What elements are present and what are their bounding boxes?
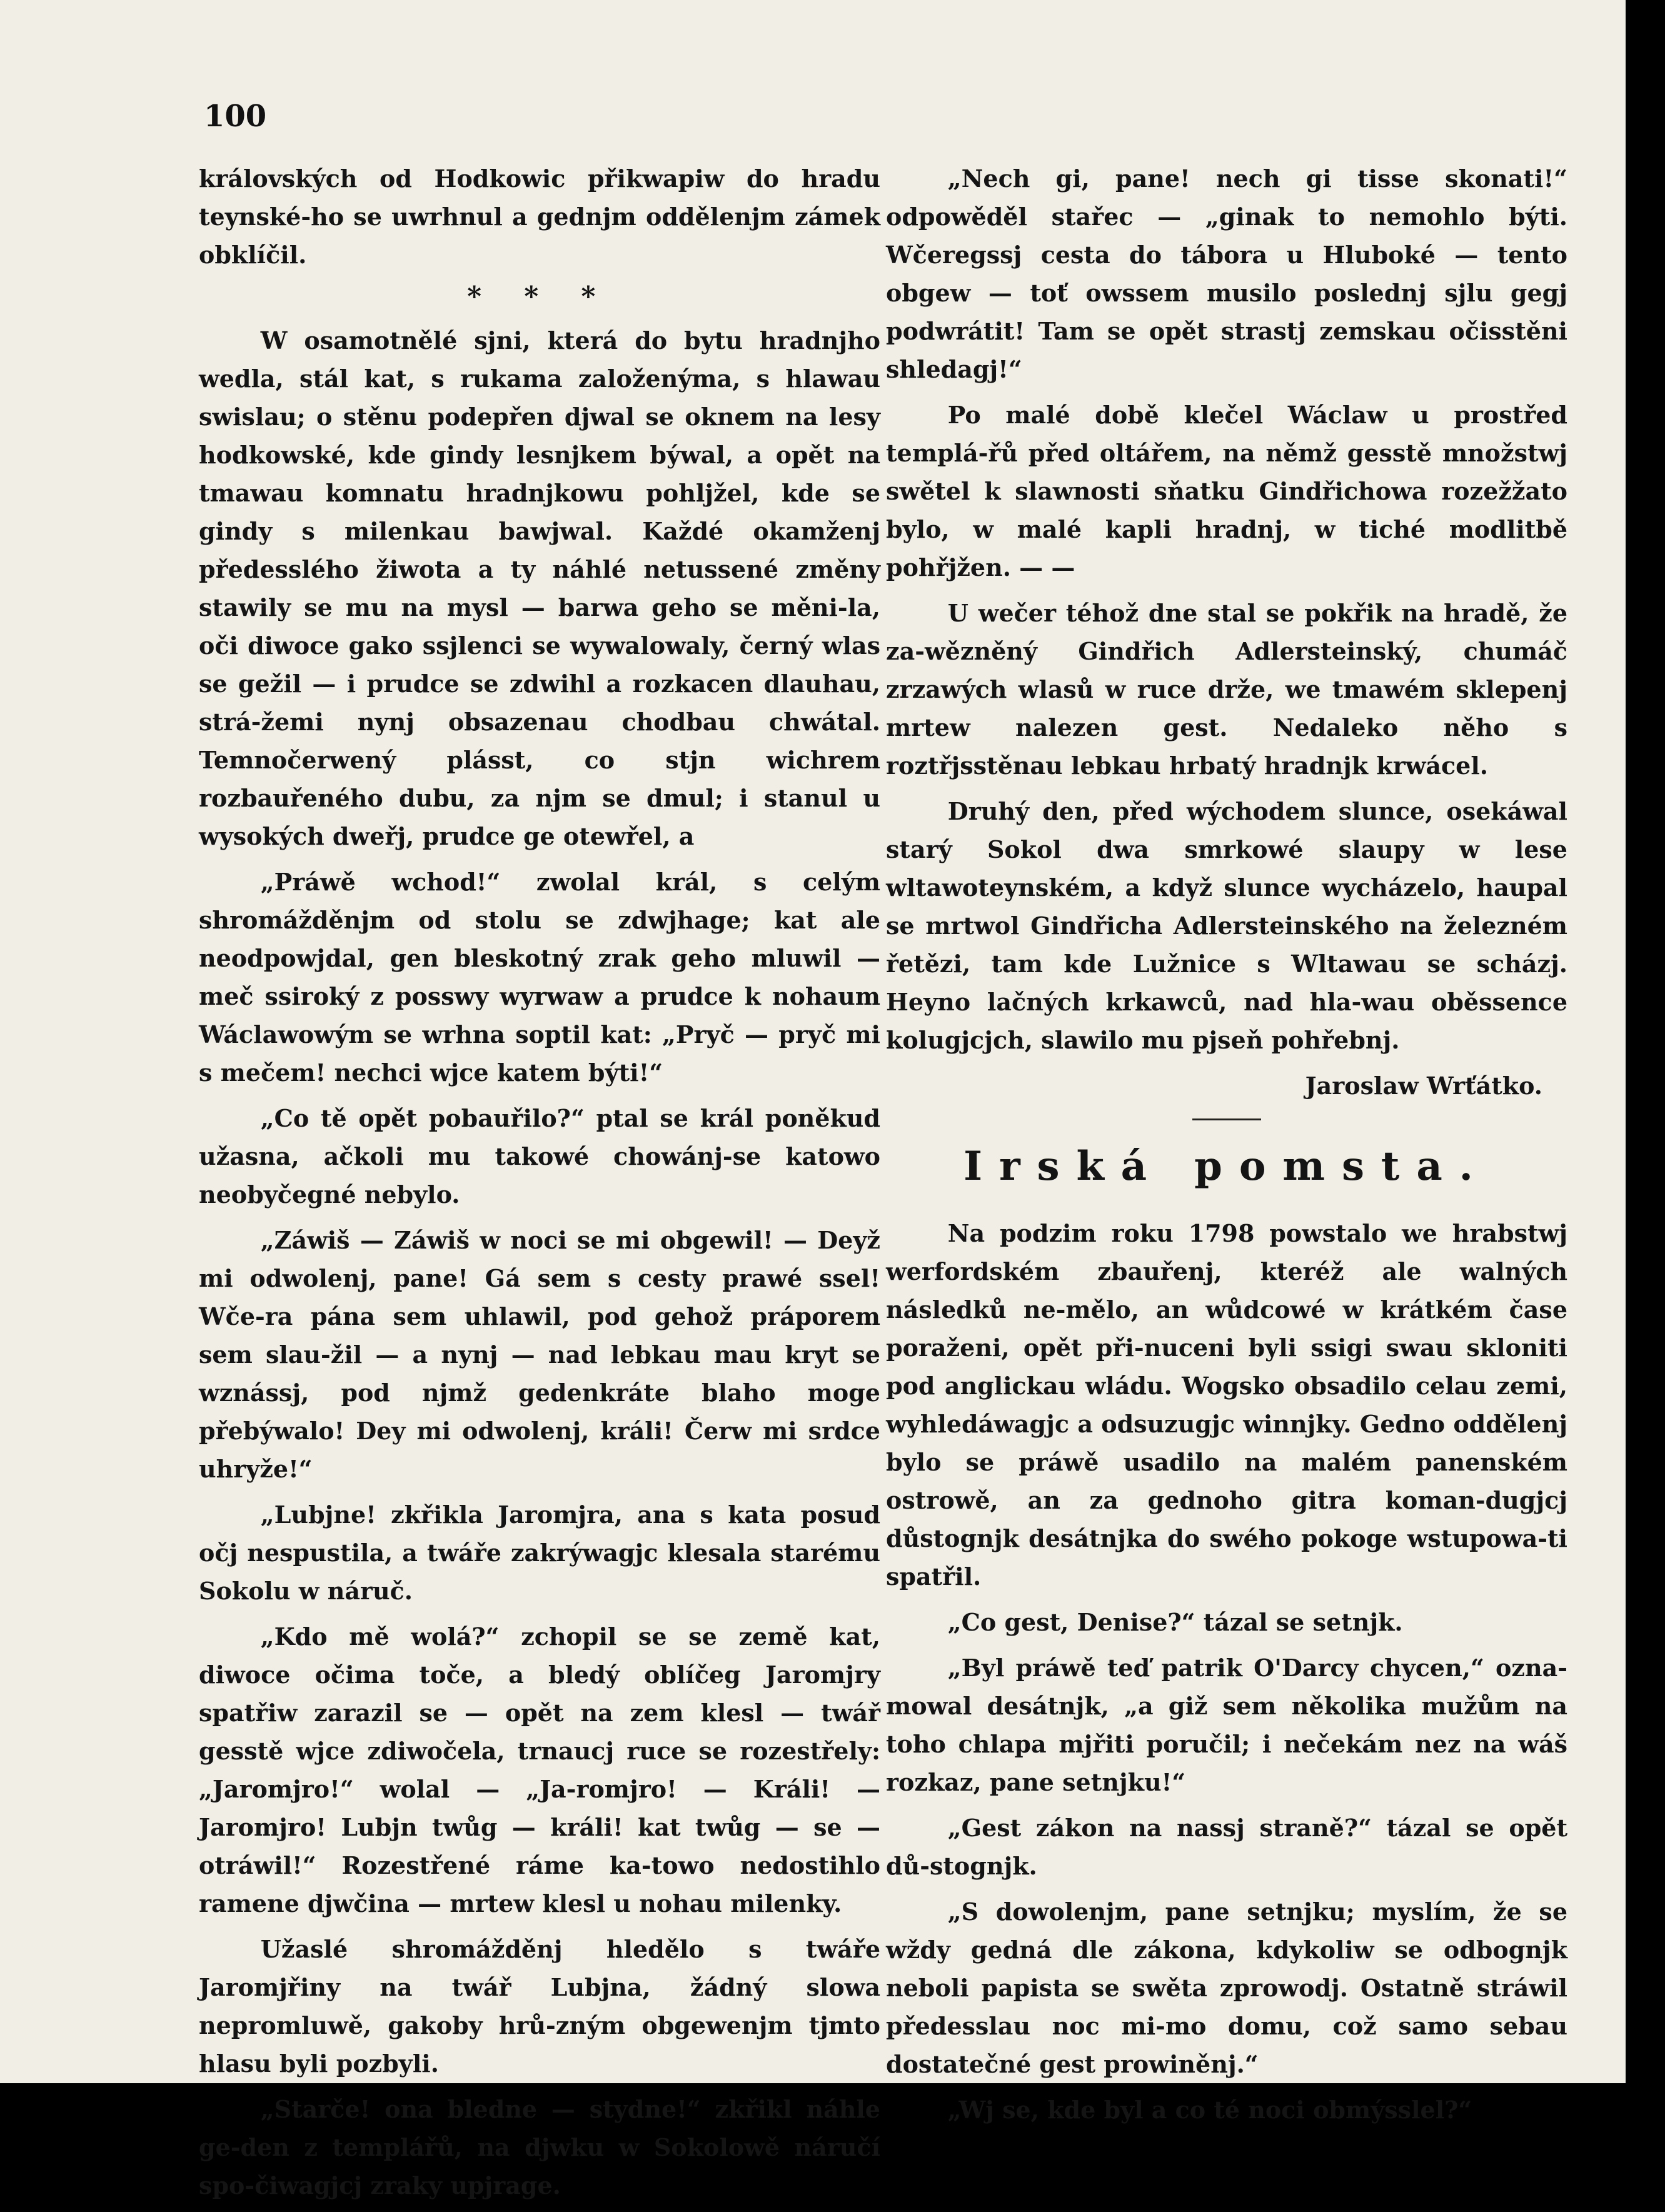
paragraph: „Kdo mě wolá?“ zchopil se se země kat, diwoce očima toče, a bledý oblíčeg Jaromjry spatřiw zarazil se — opět na zem klesl — twář gesstě wjce zdiwočela, trnaucj ruce se rozestřely: „Jaromjro!“ wolal — „Ja-romjro! — Králi! — Jaromjro! Lubjn twůg — králi! kat twůg — se — otráwil!“ Rozestřené ráme ka-towo nedostihlo ramene djwčina — mrtew klesl u nohau milenky. <box>199 1622 880 1918</box>
paragraph: „Gest zákon na nassj straně?“ tázal se opět dů-stognjk. <box>886 1814 1567 1880</box>
paragraph: „Práwě wchod!“ zwolal král, s celým shromážděnjm od stolu se zdwjhage; kat ale neodpowjdal, gen bleskotný zrak geho mluwil — meč ssiroký z posswy wyrwaw a prudce k nohaum Wáclawowým se wrhna soptil kat: „Pryč — pryč mi s mečem! nechci wjce katem býti!“ <box>199 868 880 1087</box>
paragraph: „Starče! ona bledne — stydne!“ zkřikl náhle ge-den z templářů, na djwku w Sokolowě náručí spo-čiwagjcj zraky upjrage. <box>199 2095 880 2199</box>
paragraph: Užaslé shromážděnj hledělo s twáře Jaromjřiny na twář Lubjna, žádný slowa nepromluwě, gakoby hrů-zným obgewenjm tjmto hlasu byli pozbyli. <box>199 1935 880 2078</box>
paragraph: „Co tě opět pobauřilo?“ ptal se král poněkud užasna, ačkoli mu takowé chowánj-se katowo neobyčegné nebylo. <box>199 1104 880 1209</box>
paragraph: „Lubjne! zkřikla Jaromjra, ana s kata posud očj nespustila, a twáře zakrýwagjc klesala starému Sokolu w náruč. <box>199 1501 880 1605</box>
article-title: Irská pomsta. <box>963 1143 1490 1190</box>
paragraph: W osamotnělé sjni, která do bytu hradnjho wedla, stál kat, s rukama založenýma, s hlawau swislau; o stěnu podepřen djwal se oknem na lesy hodkowské, kde gindy lesnjkem býwal, a opět na tmawau komnatu hradnjkowu pohljžel, kde se gindy s milenkau bawjwal. Každé okamženj předesslého žiwota a ty náhlé netussené změny stawily se mu na mysl — barwa geho se měni-la, oči diwoce gako ssjlenci se wywalowaly, černý wlas se gežil — i prudce se zdwihl a rozkacen dlauhau, strá-žemi nynj obsazenau chodbau chwátal. Temnočerwený plásst, co stjn wichrem rozbauřeného dubu, za njm se dmul; i stanul u wysokých dweřj, prudce ge otewřel, a <box>199 326 880 850</box>
paragraph: Druhý den, před wýchodem slunce, osekáwal starý Sokol dwa smrkowé slaupy w lese wltawoteynském, a když slunce wycházelo, haupal se mrtwol Gindřicha Adlersteinského na železném řetězi, tam kde Lužnice s Wltawau se scházj. Heyno lačných krkawců, nad hla-wau oběssence kolugjcjch, slawilo mu pjseň pohřebnj. <box>886 797 1567 1054</box>
paragraph: Na podzim roku 1798 powstalo we hrabstwj werfordském zbauřenj, kteréž ale walných následků ne-mělo, an wůdcowé w krátkém čase poraženi, opět při-nuceni byli ssigi swau skloniti pod anglickau wládu. Wogsko obsadilo celau zemi, wyhledáwagjc a odsuzugjc winnjky. Gedno oddělenj bylo se práwě usadilo na malém panenském ostrowě, an za gednoho gitra koman-dugjcj důstognjk desátnjka do swého pokoge wstupowa-ti spatřil. <box>886 1219 1567 1591</box>
section-divider <box>1192 1119 1261 1120</box>
paragraph: U wečer téhož dne stal se pokřik na hradě, že za-wězněný Gindřich Adlersteinský, chumáč zrzawých wlasů w ruce drže, we tmawém sklepenj mrtew nalezen gest. Nedaleko něho s roztřjsstěnau lebkau hrbatý hradnjk krwácel. <box>886 599 1567 780</box>
paragraph: Po malé době klečel Wáclaw u prostřed templá-řů před oltářem, na němž gesstě množstwj swětel k slawnosti sňatku Gindřichowa rozežžato bylo, w malé kapli hradnj, w tiché modlitbě pohřjžen. — — <box>886 401 1567 581</box>
paragraph: „Wj se, kde byl a co té noci obmýsslel?“ <box>947 2096 1472 2124</box>
right-column <box>886 159 1567 2136</box>
left-column <box>199 159 880 2212</box>
paragraph: „Záwiš — Záwiš w noci se mi obgewil! — Deyž mi odwolenj, pane! Gá sem s cesty prawé ssel! Wče-ra pána sem uhlawil, pod gehož práporem sem slau-žil — a nynj — nad lebkau mau kryt se wznássj, pod njmž gedenkráte blaho moge přebýwalo! Dey mi odwolenj, králi! Čerw mi srdce uhryže!“ <box>199 1226 880 1483</box>
paragraph: „Co gest, Denise?“ tázal se setnjk. <box>947 1608 1403 1636</box>
scan-border <box>1626 0 1665 2083</box>
paragraph: královských od Hodkowic přikwapiw do hradu teynské-ho se uwrhnul a gednjm oddělenjm zámek obklíčil. <box>199 164 880 269</box>
author-signature: Jaroslaw Wrťátko. <box>1305 1072 1542 1100</box>
paragraph: „Nech gi, pane! nech gi tisse skonati!“ odpowěděl stařec — „ginak to nemohlo býti. Wčeregssj cesta do tábora u Hluboké — tento obgew — toť owssem musilo poslednj sjlu gegj podwrátit! Tam se opět strastj zemskau očisstěni shledagj!“ <box>886 164 1567 383</box>
paragraph: „Byl práwě teď patrik O'Darcy chycen,“ ozna-mowal desátnjk, „a giž sem několika mužům na toho chlapa mjřiti poručil; i nečekám nez na wáš rozkaz, pane setnjku!“ <box>886 1654 1567 1796</box>
page-number: 100 <box>204 99 267 134</box>
paragraph: „S dowolenjm, pane setnjku; myslím, že se wždy gedná dle zákona, kdykoliw se odbognjk neboli papista se swěta zprowodj. Ostatně stráwil předesslau noc mi-mo domu, což samo sebau dostatečné gest prowiněnj.“ <box>886 1898 1567 2078</box>
section-break-stars: * * * <box>467 281 612 313</box>
